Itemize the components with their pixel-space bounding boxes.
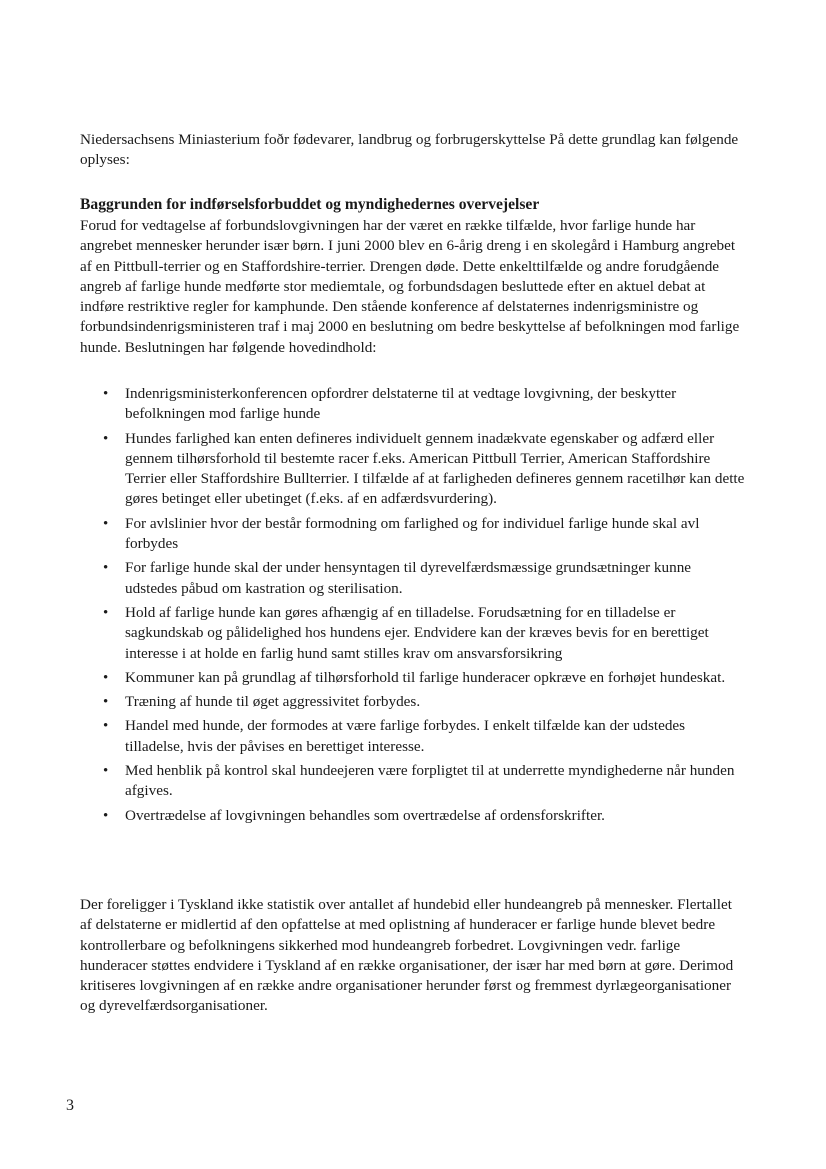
list-item-text: For farlige hunde skal der under hensyntagen til dyrevelfærdsmæssige grundsætninger kunne udstedes påbud om kastration og sterilisation. <box>125 559 692 597</box>
list-item-text: Handel med hunde, der formodes at være farlige forbydes. I enkelt tilfælde kan der udstedes tilladelse, hvis der påvises en berettiget interesse. <box>125 717 686 755</box>
list-item <box>80 668 745 688</box>
list-item <box>80 558 745 599</box>
bullet-icon: • <box>103 669 109 686</box>
list-item-text: Kommuner kan på grundlag af tilhørsforhold til farlige hunderacer opkræve en forhøjet hundeskat. <box>125 668 726 686</box>
list-item <box>80 514 745 555</box>
bullet-icon: • <box>103 560 109 577</box>
bullet-icon: • <box>103 604 109 621</box>
list-item <box>80 384 745 425</box>
list-item <box>80 603 745 664</box>
list-item <box>80 806 745 826</box>
page-number: 3 <box>66 1097 74 1114</box>
list-item-text: Hold af farlige hunde kan gøres afhængig af en tilladelse. Forudsætning for en tilladelse er sagkundskab og pålidelighed hos hundens ejer. Endvidere kan der kræves bevis for en berettiget interesse i at holde en farlig hund samt stilles krav om ansvarsforsikring <box>125 603 709 662</box>
bullet-icon: • <box>103 515 109 532</box>
intro-paragraph: Niedersachsens Miniasterium foðr fødevarer, landbrug og forbrugerskyttelse På dette grundlag kan følgende oplyses: <box>80 131 739 169</box>
list-item-text: Hundes farlighed kan enten defineres individuelt gennem inadækvate egenskaber og adfærd eller gennem tilhørsforhold til bestemte racer f.eks. American Pittbull Terrier, American Staffordshire Terrier eller Staffordshire Bullterrier. I tilfælde af at farligheden defineres gennem racetilhør kan dette gøres betinget eller ubetinget (f.eks. af en adfærdsvurdering). <box>125 429 745 508</box>
list-item <box>80 761 745 802</box>
bullet-icon: • <box>103 763 109 780</box>
bullet-icon: • <box>103 386 109 402</box>
section-heading: Baggrunden for indførselsforbuddet og myndighedernes overvejelser <box>80 196 540 213</box>
list-item-text: Med henblik på kontrol skal hundeejeren være forpligtet til at underrette myndighederne når hunden afgives. <box>125 762 735 800</box>
section-paragraph: Forud for vedtagelse af forbundslovgivningen har der været en række tilfælde, hvor farlige hunde har angrebet mennesker herunder især børn. I juni 2000 blev en 6-årig dreng i en skolegård i Hamburg angrebet af en Pittbull-terrier og en Staffordshire-terrier. Drengen døde. Dette enkelttilfælde og andre forudgående angreb af farlige hunde medførte stor mediemtale, og forbundsdagen besluttede efter en aktuel debat at indføre restriktive regler for kamphunde. Den stående konference af delstaternes indenrigsministre og forbundsindenrigsministeren traf i maj 2000 en beslutning om bedre beskyttelse af befolkningen mod farlige hunde. Beslutningen har følgende hovedindhold: <box>80 217 740 356</box>
list-item <box>80 429 745 510</box>
bullet-icon: • <box>103 807 109 824</box>
bullet-icon: • <box>103 694 109 711</box>
measures-list <box>80 384 745 830</box>
list-item-text: Indenrigsministerkonferencen opfordrer delstaterne til at vedtage lovgivning, der beskytter befolkningen mod farlige hunde <box>125 385 677 423</box>
bullet-icon: • <box>103 430 109 447</box>
list-item-text: Træning af hunde til øget aggressivitet forbydes. <box>125 693 421 711</box>
closing-paragraph: Der foreligger i Tyskland ikke statistik over antallet af hundebid eller hundeangreb på mennesker. Flertallet af delstaterne er midlertid af den opfattelse at med oplistning af hunderacer er farlige hunde blevet bedre kontrollerbare og befolkningens sikkerhed mod hundeangreb forbedret. Lovgivningen vedr. farlige hunderacer støttes endvidere i Tyskland af en række organisationer, der især har med børn at gøre. Derimod kritiseres lovgivningen af en række andre organisationer herunder først og fremmest dyrlægeorganisationer og dyrevelfærdsorganisationer. <box>80 896 734 1015</box>
list-item <box>80 692 745 712</box>
list-item-text: Overtrædelse af lovgivningen behandles som overtrædelse af ordensforskrifter. <box>125 806 605 824</box>
list-item <box>80 716 745 757</box>
bullet-icon: • <box>103 718 109 735</box>
list-item-text: For avlslinier hvor der består formodning om farlighed og for individuel farlige hunde skal avl forbydes <box>125 514 700 553</box>
